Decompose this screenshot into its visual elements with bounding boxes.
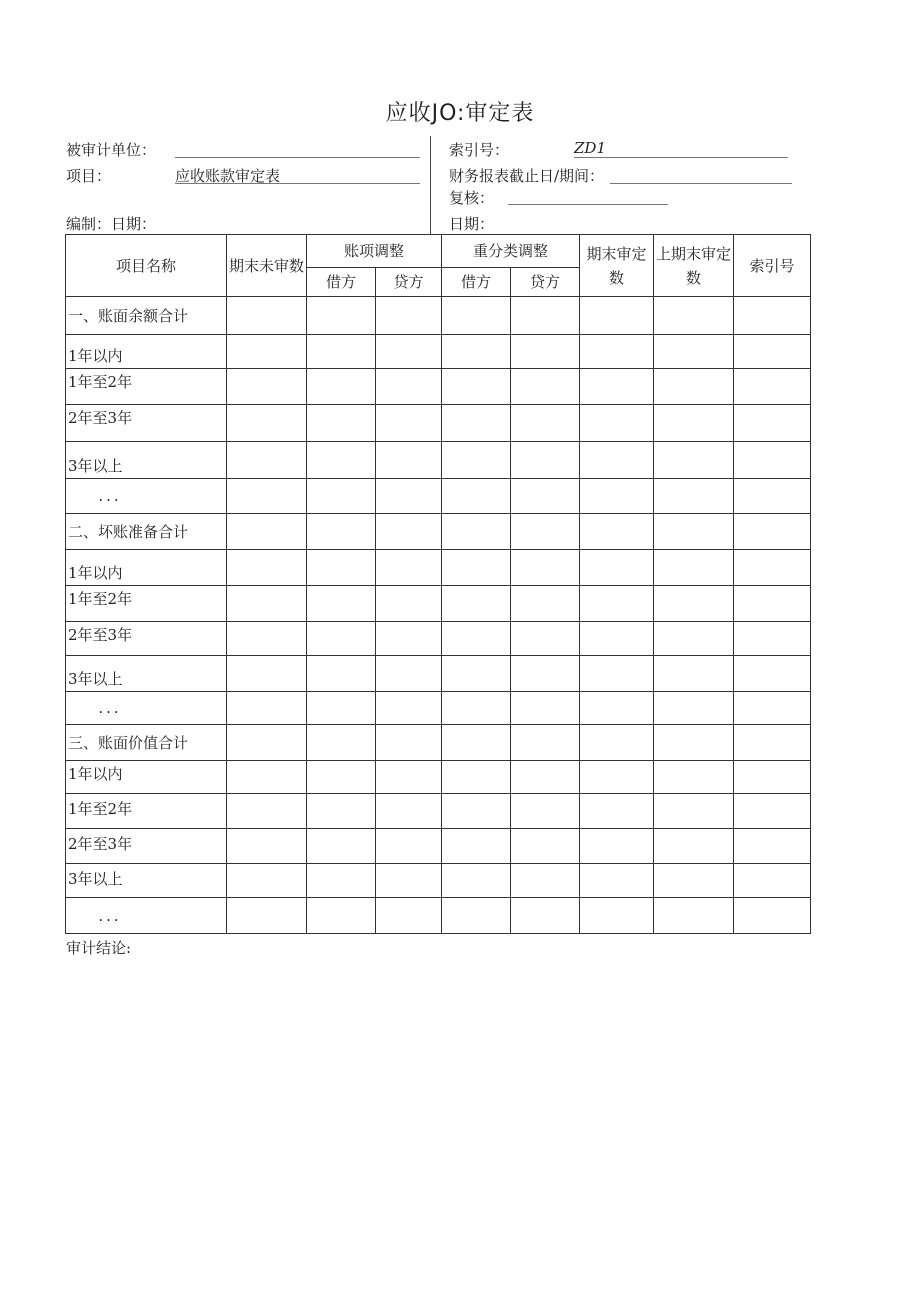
auditee-underline: [175, 157, 420, 158]
row-ellipsis: ...: [66, 898, 227, 934]
row-label: 1年以内: [66, 550, 227, 586]
table-row: [66, 442, 811, 479]
row-ellipsis: ...: [66, 692, 227, 725]
period-underline: [610, 183, 792, 184]
row-label: 1年以内: [66, 761, 227, 794]
audit-conclusion-label: 审计结论:: [66, 939, 132, 957]
table-row: [66, 586, 811, 622]
table-row: [66, 514, 811, 550]
header-item-name: 项目名称: [66, 235, 227, 297]
table-row: [66, 829, 811, 864]
table-row: [66, 656, 811, 692]
row-label: 1年至2年: [66, 794, 227, 829]
index-label: 索引号：: [449, 141, 510, 159]
header-unaudited: 期末未审数: [227, 235, 307, 297]
index-underline: [574, 157, 788, 158]
index-value: ZD1: [574, 139, 606, 157]
row-label: 2年至3年: [66, 622, 227, 656]
table-row: [66, 725, 811, 761]
header-audited: 期末审定数: [580, 235, 654, 297]
row-label: 3年以上: [66, 864, 227, 898]
header-credit: 贷方: [376, 268, 442, 297]
table-row: [66, 761, 811, 794]
row-label: 3年以上: [66, 656, 227, 692]
row-ellipsis: ...: [66, 479, 227, 514]
row-label: 2年至3年: [66, 829, 227, 864]
table-row: [66, 405, 811, 442]
row-label: 1年至2年: [66, 586, 227, 622]
row-label: 三、账面价值合计: [66, 725, 227, 761]
header-debit: 借方: [307, 268, 376, 297]
header-index-no: 索引号: [734, 235, 811, 297]
header-debit-reclass: 借方: [442, 268, 511, 297]
row-label: 一、账面余额合计: [66, 297, 227, 335]
row-label: 1年以内: [66, 335, 227, 369]
table-row: [66, 369, 811, 405]
period-label: 财务报表截止日/期间：: [449, 167, 605, 185]
review-label: 复核：: [449, 189, 495, 207]
table-row: [66, 335, 811, 369]
row-label: 3年以上: [66, 442, 227, 479]
auditee-label: 被审计单位：: [66, 141, 157, 159]
review-underline: [508, 204, 668, 205]
header-account-adjust: 账项调整: [307, 235, 442, 268]
row-label: 二、坏账准备合计: [66, 514, 227, 550]
date-label: 日期：: [449, 215, 495, 233]
page-title: 应收JO:审定表: [385, 101, 535, 126]
table-row: [66, 692, 811, 725]
project-value: 应收账款审定表: [175, 167, 281, 185]
row-label: 1年至2年: [66, 369, 227, 405]
table-row: [66, 864, 811, 898]
header-reclass-adjust: 重分类调整: [442, 235, 580, 268]
prepared-label: 编制：日期：: [66, 215, 157, 233]
table-row: [66, 794, 811, 829]
table-row: [66, 622, 811, 656]
table-row: [66, 479, 811, 514]
header-credit-reclass: 贷方: [511, 268, 580, 297]
table-header-row: [66, 235, 811, 268]
project-label: 项目：: [66, 167, 112, 185]
header-divider: [430, 136, 431, 234]
table-row: [66, 550, 811, 586]
project-underline: [175, 183, 420, 184]
row-label: 2年至3年: [66, 405, 227, 442]
table-row: [66, 297, 811, 335]
header-prior-audited: 上期末审定数: [654, 235, 734, 297]
table-row: [66, 898, 811, 934]
audit-table: [65, 234, 811, 934]
